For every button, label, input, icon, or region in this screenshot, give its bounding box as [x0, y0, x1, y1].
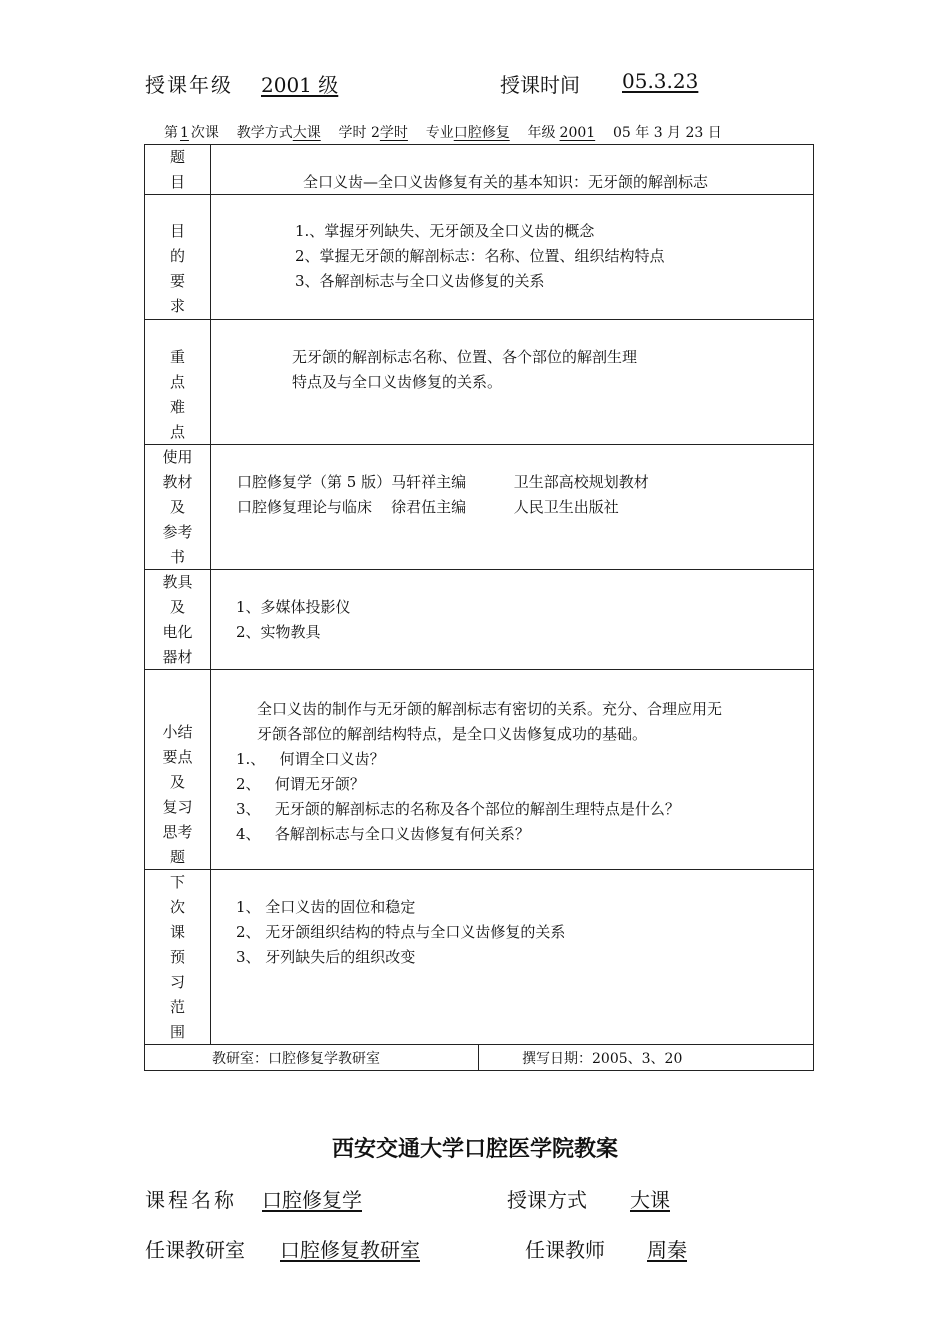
- year-value: 2001: [559, 125, 596, 141]
- teacher-value: 周秦: [647, 1238, 687, 1262]
- time-label: 授课时间: [500, 73, 580, 97]
- method-label: 教学方式: [236, 125, 293, 141]
- office-label: 任课教研室: [145, 1238, 245, 1262]
- page-title: 西安交通大学口腔医学院教案: [331, 1136, 618, 1162]
- date-text: 05 年 3 月 23 日: [612, 125, 722, 141]
- method-value-2: 大课: [630, 1188, 670, 1212]
- objectives-content: 1.、掌握牙列缺失、无牙颌及全口义齿的概念 2、掌握无牙颌的解剖标志：名称、位置、组织结构特点 3、各解剖标志与全口义齿修复的关系: [295, 222, 665, 290]
- row-label-objectives: 目 的 要 求: [169, 222, 185, 315]
- time-value: 05.3.23: [622, 69, 699, 93]
- office-value: 口腔修复教研室: [280, 1238, 420, 1262]
- equipment-content: 1、多媒体投影仪 2、实物教具: [236, 598, 351, 641]
- grade-value: 2001 级: [261, 73, 339, 97]
- method-label-2: 授课方式: [507, 1188, 587, 1212]
- hours-label: 学时 2: [338, 125, 380, 141]
- course-value: 口腔修复学: [262, 1188, 362, 1212]
- row-label-topic: 题 目: [169, 148, 185, 191]
- textbooks-content: 口腔修复学（第 5 版）马轩祥主编 卫生部高校规划教材 口腔修复理论与临床 徐君伍主编 人民卫生出版社: [237, 473, 649, 516]
- lesson-prefix: 第: [164, 125, 178, 141]
- row-label-textbooks: 使用 教材 及 参考 书: [162, 448, 193, 566]
- course-label: 课程名称: [145, 1188, 237, 1212]
- major-value: 口腔修复: [453, 125, 510, 141]
- row-label-summary: 小结 要点 及 复习 思考 题: [162, 723, 193, 866]
- next-lesson-content: 1、 全口义齿的固位和稳定 2、 无牙颌组织结构的特点与全口义齿修复的关系 3、 牙列缺失后的组织改变: [236, 898, 566, 966]
- topic-content: 全口义齿—全口义齿修复有关的基本知识：无牙颌的解剖标志: [303, 173, 709, 191]
- row-label-next-lesson: 下 次 课 预 习 范 围: [169, 873, 185, 1041]
- teacher-label: 任课教师: [525, 1238, 605, 1262]
- lesson-info-line: [164, 122, 722, 142]
- row-label-equipment: 教具 及 电化 器材: [162, 573, 193, 666]
- grade-label: 授课年级: [145, 73, 233, 97]
- lesson-suffix: 次课: [190, 125, 219, 141]
- hours-value: 学时: [379, 125, 408, 141]
- row-label-key-points: 重 点 难 点: [169, 348, 185, 441]
- method-value: 大课: [292, 125, 321, 141]
- lesson-number: 1: [180, 125, 189, 141]
- footer-date: 撰写日期：2005、3、20: [522, 1051, 683, 1067]
- year-label: 年级: [527, 125, 556, 141]
- footer-dept: 教研室：口腔修复学教研室: [212, 1051, 380, 1067]
- key-points-content: 无牙颌的解剖标志名称、位置、各个部位的解剖生理 特点及与全口义齿修复的关系。: [292, 348, 638, 391]
- major-label: 专业: [425, 125, 454, 141]
- summary-content: 全口义齿的制作与无牙颌的解剖标志有密切的关系。充分、合理应用无 牙颌各部位的解剖结构特点，是全口义齿修复成功的基础。 1.、 何谓全口义齿？ 2、 何谓无牙颌？ 3、 无牙颌的解剖标志的名称及各个部位的解剖生理特点是什么？ 4、 各解剖标志与全口义齿修复有何关系？: [236, 700, 723, 843]
